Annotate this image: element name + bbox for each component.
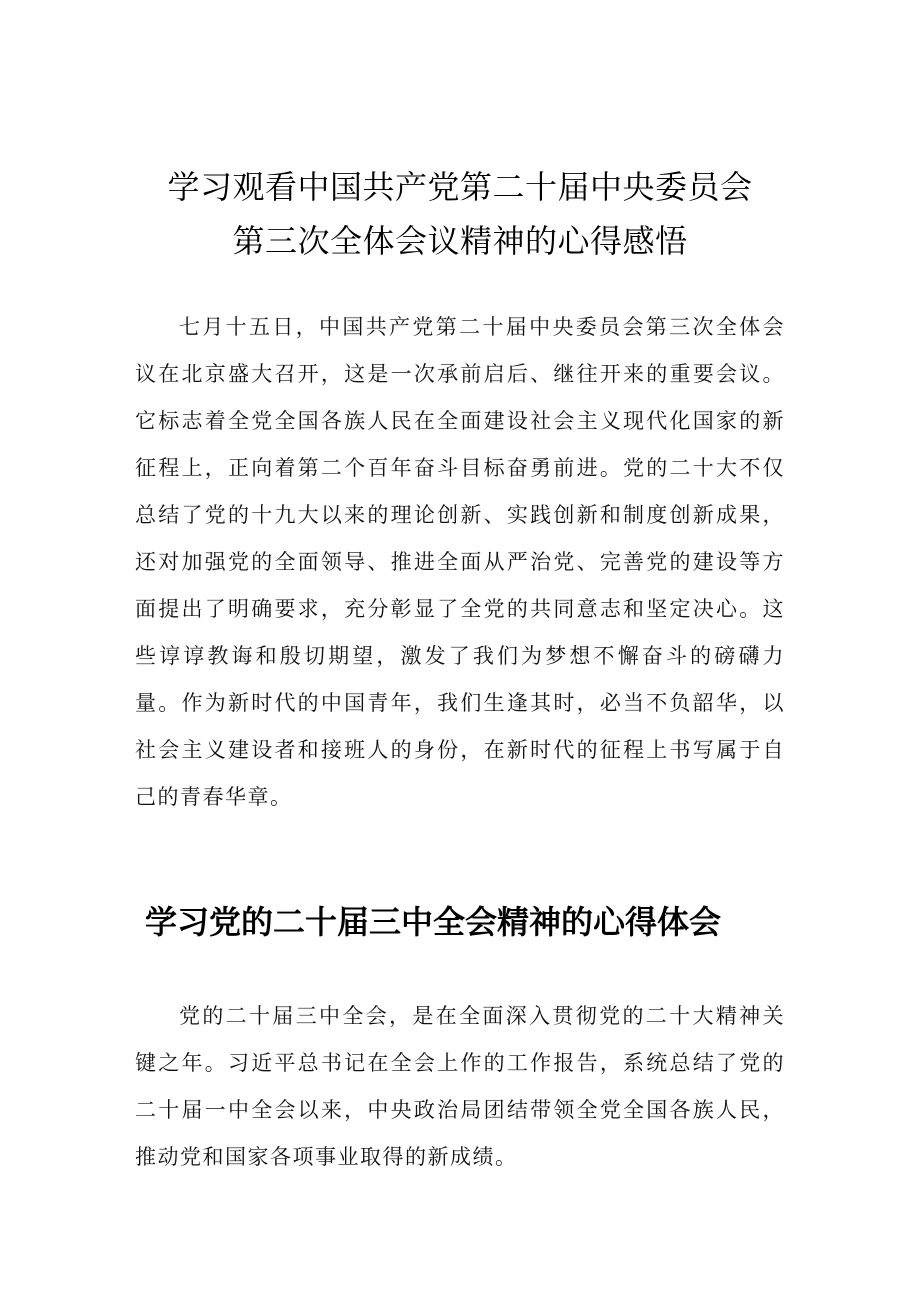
title-line-2: 第三次全体会议精神的心得感悟 [232, 222, 688, 260]
paragraph-2: 党的二十届三中全会，是在全面深入贯彻党的二十大精神关键之年。习近平总书记在全会上作的工作报告，系统总结了党的二十届一中全会以来，中央政治局团结带领全党全国各族人民，推动党和国家各项事业取得的新成绩。 [135, 1004, 785, 1169]
title-line-1: 学习观看中国共产党第二十届中央委员会 [167, 168, 753, 206]
paragraph-1: 七月十五日，中国共产党第二十届中央委员会第三次全体会议在北京盛大召开，这是一次承前启后、继往开来的重要会议。它标志着全党全国各族人民在全面建设社会主义现代化国家的新征程上，正向着第二个百年奋斗目标奋勇前进。党的二十大不仅总结了党的十九大以来的理论创新、实践创新和制度创新成果，还对加强党的全面领导、推进全面从严治党、完善党的建设等方面提出了明确要求，充分彰显了全党的共同意志和坚定决心。这些谆谆教诲和殷切期望，激发了我们为梦想不懈奋斗的磅礴力量。作为新时代的中国青年，我们生逢其时，必当不负韶华，以社会主义建设者和接班人的身份，在新时代的征程上书写属于自己的青春华章。 [135, 315, 785, 809]
document-title [0, 160, 920, 268]
section-heading-2: 学习党的二十届三中全会精神的心得体会 [145, 903, 722, 941]
